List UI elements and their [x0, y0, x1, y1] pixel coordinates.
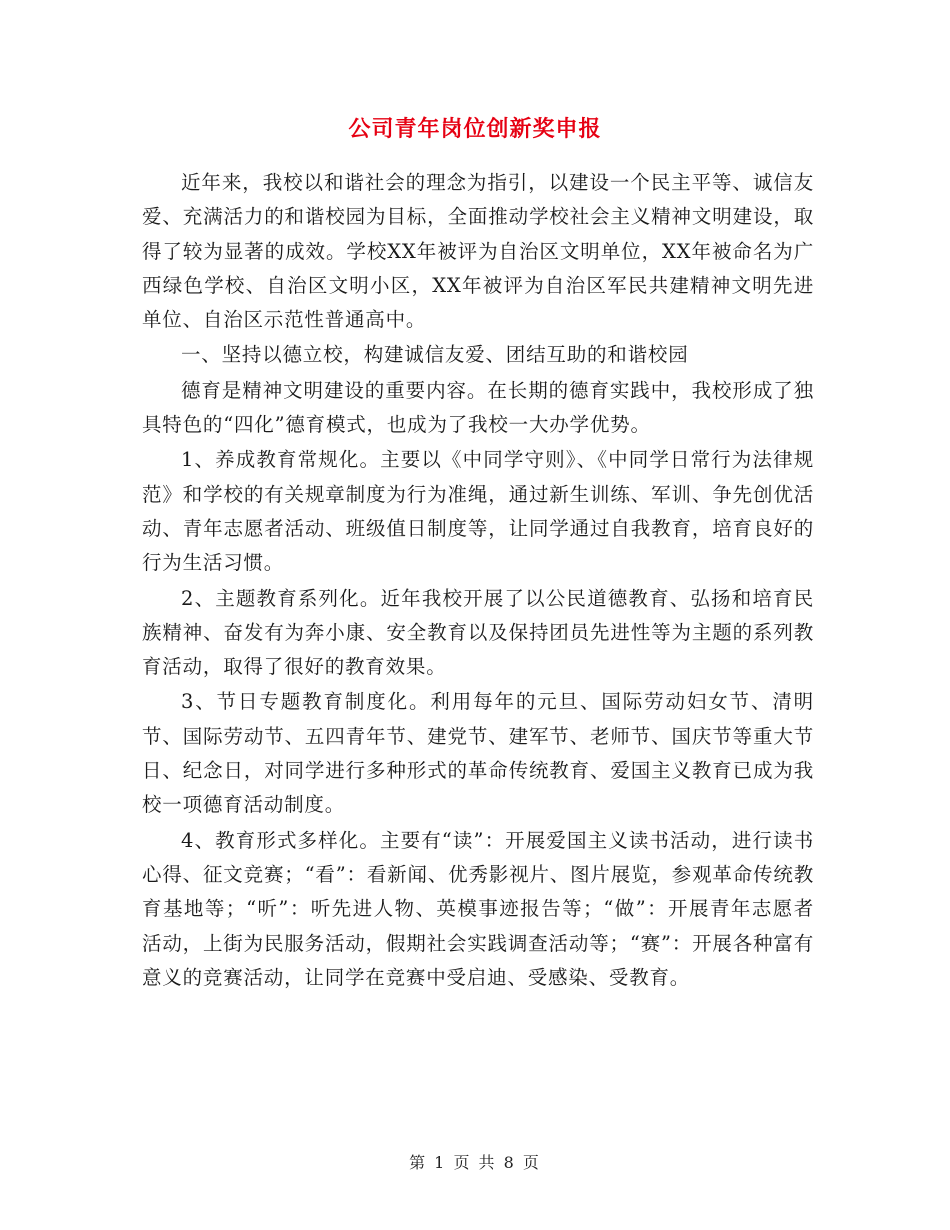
paragraph-item-2: 2、主题教育系列化。近年我校开展了以公民道德教育、弘扬和培育民族精神、奋发有为奔小康、安全教育以及保持团员先进性等为主题的系列教育活动，取得了很好的教育效果。 — [142, 586, 814, 679]
document-body — [142, 166, 814, 996]
paragraph-intro: 近年来，我校以和谐社会的理念为指引，以建设一个民主平等、诚信友爱、充满活力的和谐校园为目标，全面推动学校社会主义精神文明建设，取得了较为显著的成效。学校XX年被评为自治区文明单位，XX年被命名为广西绿色学校、自治区文明小区，XX年被评为自治区军民共建精神文明先进单位、自治区示范性普通高中。 — [142, 171, 814, 332]
page-number-text: 第 1 页 共 8 页 — [409, 1153, 541, 1172]
document-title: 公司青年岗位创新奖申报 — [348, 116, 602, 142]
page-number-footer — [0, 1150, 950, 1173]
paragraph-item-3: 3、节日专题教育制度化。利用每年的元旦、国际劳动妇女节、清明节、国际劳动节、五四青年节、建党节、建军节、老师节、国庆节等重大节日、纪念日，对同学进行多种形式的革命传统教育、爱国主义教育已成为我校一项德育活动制度。 — [142, 690, 814, 817]
paragraph-item-1: 1、养成教育常规化。主要以《中同学守则》、《中同学日常行为法律规范》和学校的有关规章制度为行为准绳，通过新生训练、军训、争先创优活动、青年志愿者活动、班级值日制度等，让同学通过自我教育，培育良好的行为生活习惯。 — [142, 448, 814, 575]
paragraph-moral-education: 德育是精神文明建设的重要内容。在长期的德育实践中，我校形成了独具特色的“四化”德育模式，也成为了我校一大办学优势。 — [142, 378, 814, 437]
paragraph-item-4: 4、教育形式多样化。主要有“读”：开展爱国主义读书活动，进行读书心得、征文竞赛；“看”：看新闻、优秀影视片、图片展览，参观革命传统教育基地等；“听”：听先进人物、英模事迹报告等；“做”：开展青年志愿者活动，上街为民服务活动，假期社会实践调查活动等；“赛”：开展各种富有意义的竞赛活动，让同学在竞赛中受启迪、受感染、受教育。 — [142, 828, 814, 989]
section-heading-1: 一、坚持以德立校，构建诚信友爱、团结互助的和谐校园 — [181, 343, 689, 367]
